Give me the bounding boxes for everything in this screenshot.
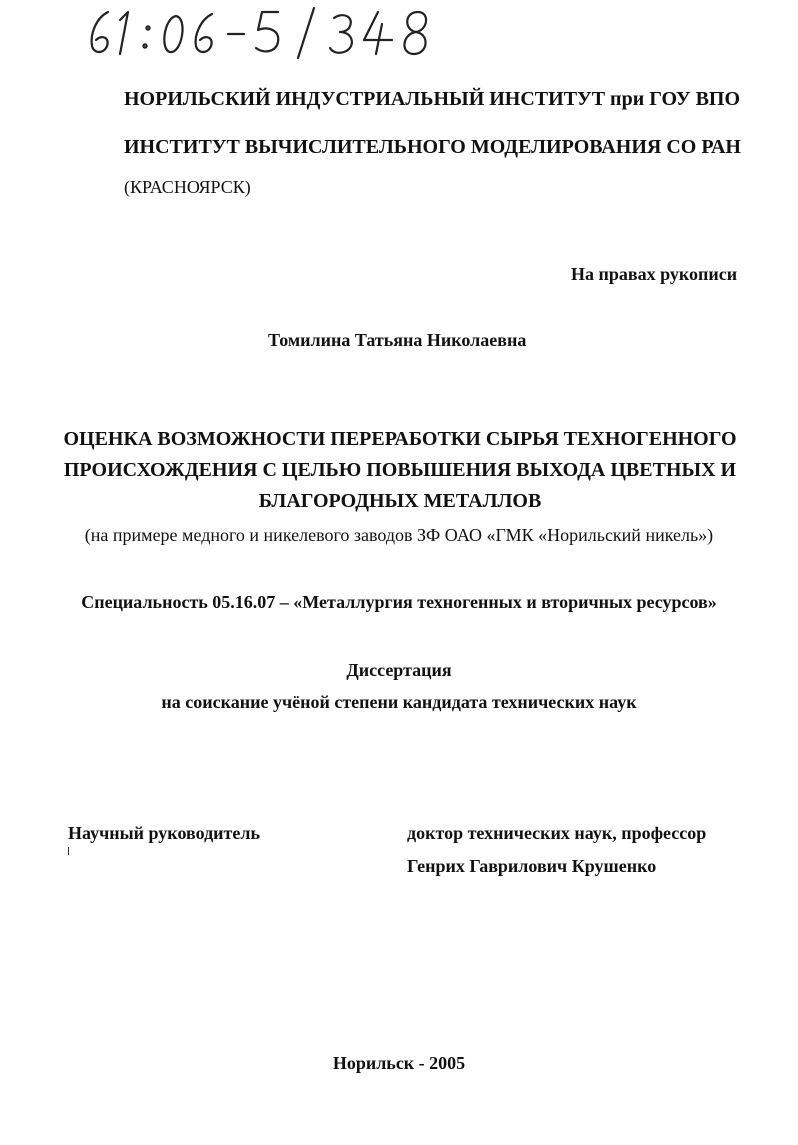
specialty: Специальность 05.16.07 – «Металлургия техногенных и вторичных ресурсов»	[81, 592, 717, 612]
supervisor-label: Научный руководитель	[68, 823, 260, 843]
supervisor-name: Генрих Гаврилович Крушенко	[407, 856, 657, 876]
institute-name-2: ИНСТИТУТ ВЫЧИСЛИТЕЛЬНОГО МОДЕЛИРОВАНИЯ СО РАН	[124, 136, 741, 158]
institute-name-1: НОРИЛЬСКИЙ ИНДУСТРИАЛЬНЫЙ ИНСТИТУТ при ГОУ ВПО	[124, 88, 741, 110]
degree-description: на соискание учёной степени кандидата технических наук	[161, 692, 637, 712]
dissertation-label: Диссертация	[346, 660, 452, 680]
title-line-3: БЛАГОРОДНЫХ МЕТАЛЛОВ	[258, 490, 542, 512]
manuscript-rights-note: На правах рукописи	[571, 264, 738, 284]
handwritten-code-drawing	[78, 4, 458, 60]
dissertation-title	[30, 424, 770, 517]
title-line-1: ОЦЕНКА ВОЗМОЖНОСТИ ПЕРЕРАБОТКИ СЫРЬЯ ТЕХНОГЕННОГО	[63, 428, 737, 450]
handwritten-archive-code	[78, 4, 458, 60]
author-name: Томилина Татьяна Николаевна	[268, 330, 527, 350]
title-subtitle: (на примере медного и никелевого заводов ЗФ ОАО «ГМК «Норильский никель»)	[84, 525, 714, 545]
supervisor-degree: доктор технических наук, профессор	[407, 823, 707, 843]
title-line-2: ПРОИСХОЖДЕНИЯ С ЦЕЛЬЮ ПОВЫШЕНИЯ ВЫХОДА ЦВЕТНЫХ И	[63, 459, 737, 481]
scan-mark	[68, 847, 69, 855]
place-and-year: Норильск - 2005	[332, 1053, 466, 1073]
city-note: (КРАСНОЯРСК)	[124, 177, 251, 197]
